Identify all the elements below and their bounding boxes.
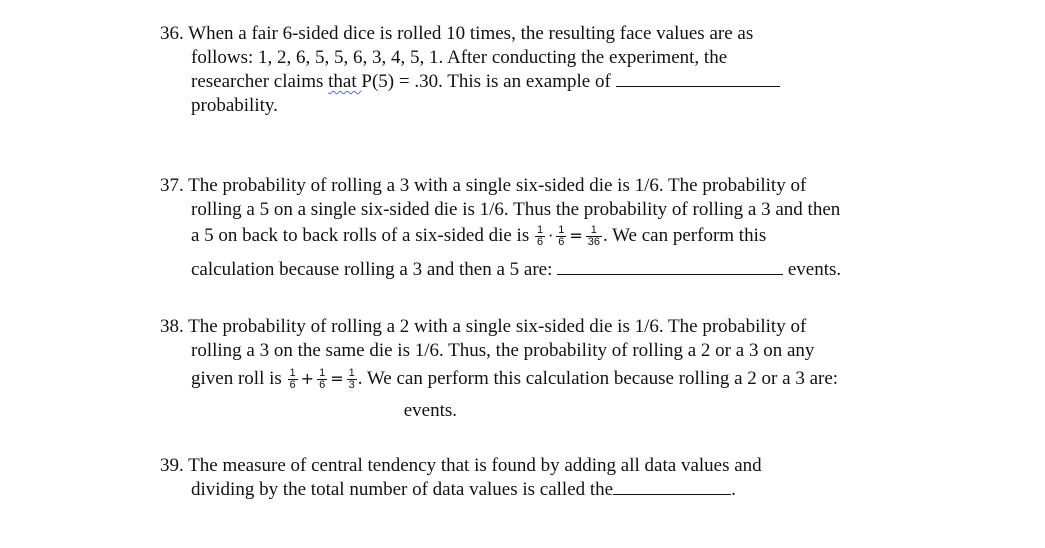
question-38-line-4 (191, 399, 457, 423)
fraction: $\frac{1}{6}$ (536, 224, 544, 249)
question-39-line-1 (160, 454, 762, 478)
fraction: $\frac{1}{6}$ (558, 224, 565, 249)
question-text: given roll is (191, 368, 282, 389)
question-number: 36. (160, 23, 184, 44)
question-text: . We can perform this (602, 225, 767, 246)
answer-blank[interactable] (613, 478, 731, 495)
question-37-line-2 (191, 198, 840, 222)
question-text: P(5) = .30. This is an example of (361, 71, 611, 92)
question-text: calculation because rolling a 3 and then a 5 are: (191, 259, 553, 280)
question-36-line-4 (191, 94, 278, 118)
question-text: rolling a 3 on the same die is 1/6. Thus, the probability of rolling a 2 or a 3 on any (191, 340, 815, 361)
question-text: The measure of central tendency that is found by adding all data values and (188, 455, 762, 476)
question-37-line-3 (191, 224, 766, 248)
answer-blank[interactable] (557, 258, 783, 275)
question-text: The probability of rolling a 2 with a single six-sided die is 1/6. The probability of (188, 316, 807, 337)
question-number: 37. (160, 175, 184, 196)
question-38-line-1 (160, 315, 806, 339)
question-text: follows: 1, 2, 6, 5, 5, 6, 3, 4, 5, 1. After conducting the experiment, the (191, 47, 728, 68)
question-37-line-4 (191, 258, 841, 282)
fraction: $\frac{1}{6}$ (319, 367, 326, 392)
question-36-line-2 (191, 46, 727, 70)
question-text: dividing by the total number of data values is called the (191, 479, 614, 500)
fraction: $\frac{1}{6}$ (289, 367, 296, 392)
plus-operator: + (300, 369, 315, 388)
question-38-line-3 (191, 367, 838, 391)
fraction: $\frac{1}{3}$ (348, 367, 355, 392)
multiply-operator: · (548, 226, 554, 245)
question-text: When a fair 6-sided dice is rolled 10 times, the resulting face values are as (188, 23, 754, 44)
question-36-line-1 (160, 22, 753, 46)
question-text: researcher claims (191, 71, 329, 92)
answer-blank[interactable] (616, 70, 780, 87)
question-37-line-1 (160, 174, 806, 198)
question-39-line-2 (191, 478, 736, 502)
question-text: probability. (191, 95, 278, 116)
question-text: The probability of rolling a 3 with a single six-sided die is 1/6. The probability of (188, 175, 807, 196)
question-number: 38. (160, 316, 184, 337)
equals-operator: = (569, 226, 583, 245)
question-text: events. (787, 259, 842, 280)
spellcheck-word: that (328, 71, 362, 92)
question-38-line-2 (191, 339, 814, 363)
fraction: $\frac{1}{36}$ (587, 224, 600, 249)
question-text: . (731, 479, 736, 500)
question-36-line-3 (191, 70, 780, 94)
question-text: events. (403, 400, 458, 421)
question-text: a 5 on back to back rolls of a six-sided die is (191, 225, 530, 246)
answer-blank[interactable] (191, 399, 399, 416)
question-number: 39. (160, 455, 184, 476)
equals-operator: = (330, 369, 344, 388)
question-text: . We can perform this calculation because rolling a 2 or a 3 are: (357, 368, 839, 389)
question-text: rolling a 5 on a single six-sided die is 1/6. Thus the probability of rolling a 3 and then (191, 199, 841, 220)
